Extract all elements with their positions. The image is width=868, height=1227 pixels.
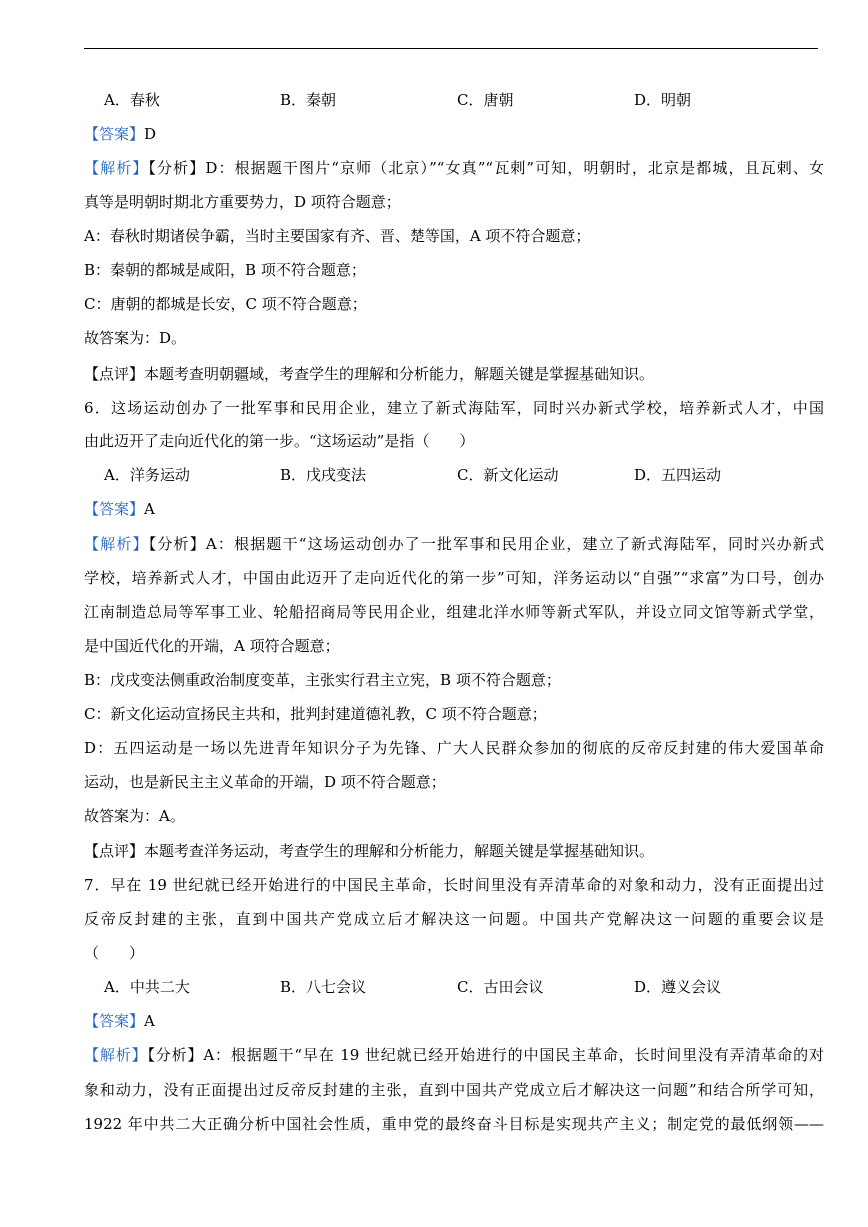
q6-comment: 【点评】本题考查洋务运动，考查学生的理解和分析能力，解题关键是掌握基础知识。 [84, 842, 655, 860]
q7-stem-line: 反帝反封建的主张，直到中国共产党成立后才解决这一问题。中国共产党解决这一问题的重要会议是 [84, 910, 824, 928]
analysis-tag: 【解析】 [84, 535, 149, 553]
q6-analysis-line: 【解析】【分析】A：根据题干“这场运动创办了一批军事和民用企业，建立了新式海陆军，同时兴办新式 [84, 535, 824, 553]
answer-tag: 【答案】 [84, 125, 145, 143]
q5-option-c: C．唐朝 [457, 91, 514, 109]
q7-analysis-line: 【解析】【分析】A：根据题干“早在 19 世纪就已经开始进行的中国民主革命，长时间里没有弄清革命的对 [84, 1046, 824, 1064]
q7-stem-line: 7．早在 19 世纪就已经开始进行的中国民主革命，长时间里没有弄清革命的对象和动力，没有正面提出过 [84, 876, 824, 894]
q5-analysis-line: C：唐朝的都城是长安，C 项不符合题意； [84, 295, 367, 313]
q5-analysis-line: A：春秋时期诸侯争霸，当时主要国家有齐、晋、楚等国，A 项不符合题意； [84, 227, 591, 245]
q6-option-a: A．洋务运动 [104, 466, 190, 484]
answer-value: D [144, 125, 157, 143]
answer-value: A [144, 1012, 155, 1030]
q6-option-c: C．新文化运动 [457, 466, 559, 484]
q6-analysis-line: 是中国近代化的开端，A 项符合题意； [84, 637, 340, 655]
q5-answer [84, 124, 824, 144]
answer-value: A [144, 500, 155, 518]
q6-answer [84, 499, 824, 519]
q7-stem-line: （ ） [84, 944, 145, 962]
q7-answer [84, 1011, 824, 1031]
q5-analysis-line: 故答案为：D。 [84, 329, 187, 347]
q5-analysis-line: 真等是明朝时期北方重要势力，D 项符合题意； [84, 193, 401, 211]
q7-analysis-line: 1922 年中共二大正确分析中国社会性质，重申党的最终奋斗目标是实现共产主义；制定党的最低纲领—— [84, 1115, 824, 1133]
answer-tag: 【答案】 [84, 500, 145, 518]
header-rule [84, 48, 818, 49]
q7-option-a: A．中共二大 [104, 978, 190, 996]
q6-option-d: D．五四运动 [634, 466, 722, 484]
q5-options [84, 90, 824, 110]
q6-option-b: B．戊戌变法 [280, 466, 367, 484]
analysis-tag: 【解析】 [84, 159, 149, 177]
q7-analysis-line: 象和动力，没有正面提出过反帝反封建的主张，直到中国共产党成立后才解决这一问题”和结合所学可知， [84, 1081, 824, 1099]
q7-option-d: D．遵义会议 [634, 978, 722, 996]
q6-analysis-line: D：五四运动是一场以先进青年知识分子为先锋、广大人民群众参加的彻底的反帝反封建的伟大爱国革命 [84, 739, 824, 757]
q6-analysis-line: 运动，也是新民主主义革命的开端，D 项不符合题意； [84, 773, 446, 791]
q7-options [84, 977, 824, 997]
q6-analysis-line: 学校，培养新式人才，中国由此迈开了走向近代化的第一步”可知，洋务运动以“自强”“求富”为口号，创办 [84, 569, 824, 587]
q7-option-b: B．八七会议 [280, 978, 367, 996]
q6-analysis-line: 江南制造总局等军事工业、轮船招商局等民用企业，组建北洋水师等新式军队，并设立同文馆等新式学堂， [84, 603, 824, 621]
q6-analysis-line: B：戊戌变法侧重政治制度变革，主张实行君主立宪，B 项不符合题意； [84, 671, 561, 689]
q5-option-a: A．春秋 [104, 91, 160, 109]
q5-comment: 【点评】本题考查明朝疆域，考查学生的理解和分析能力，解题关键是掌握基础知识。 [84, 365, 655, 383]
q5-analysis-line: B：秦朝的都城是咸阳，B 项不符合题意； [84, 261, 366, 279]
answer-tag: 【答案】 [84, 1012, 145, 1030]
analysis-tag: 【解析】 [84, 1046, 148, 1064]
q5-analysis-line: 【解析】【分析】D：根据题干图片“京师（北京）”“女真”“瓦剌”可知，明朝时，北京是都城，且瓦剌、女 [84, 159, 824, 177]
q6-stem-line: 由此迈开了走向近代化的第一步。“这场运动”是指（ ） [84, 432, 475, 450]
q5-option-d: D．明朝 [634, 91, 692, 109]
q5-option-b: B．秦朝 [280, 91, 337, 109]
q6-options [84, 465, 824, 485]
q7-option-c: C．古田会议 [457, 978, 544, 996]
q6-stem-line: 6．这场运动创办了一批军事和民用企业，建立了新式海陆军，同时兴办新式学校，培养新式人才，中国 [84, 399, 824, 417]
q6-analysis-line: C：新文化运动宣扬民主共和，批判封建道德礼教，C 项不符合题意； [84, 705, 547, 723]
q6-analysis-line: 故答案为：A。 [84, 807, 185, 825]
